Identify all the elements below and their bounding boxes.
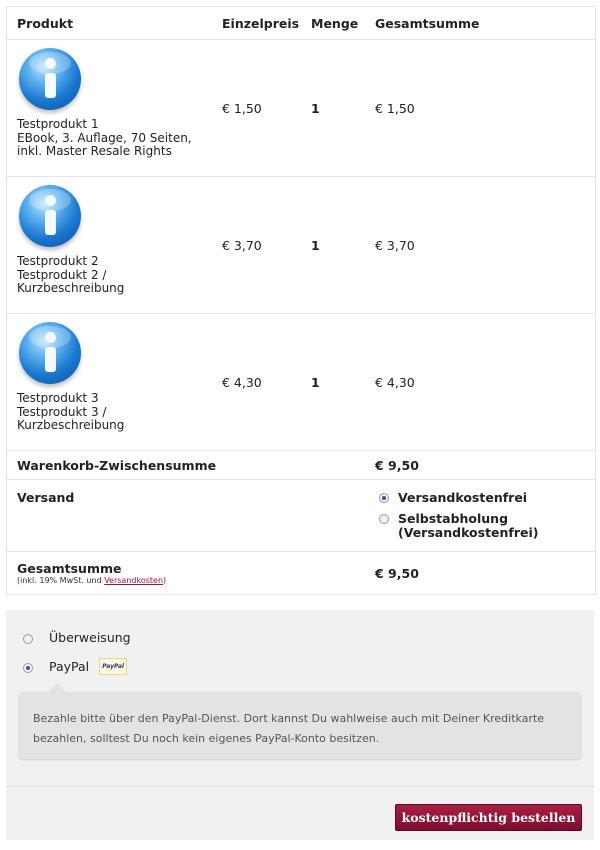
info-icon[interactable] — [19, 322, 81, 384]
grand-total-row — [7, 552, 595, 594]
info-box-arrow — [48, 683, 66, 692]
quantity: 1 — [311, 237, 320, 253]
product-desc-line: inkl. Master Resale Rights — [17, 144, 172, 158]
tax-note: (inkl. 19% MwSt. und Versandkosten) — [17, 576, 167, 585]
cart-item — [7, 314, 595, 451]
subtotal-label: Warenkorb-Zwischensumme — [17, 457, 217, 473]
unit-price: € 3,70 — [222, 237, 262, 253]
shipping-options — [375, 480, 539, 551]
product-desc-line: Kurzbeschreibung — [17, 418, 125, 432]
shipping-label: Versand — [17, 490, 75, 505]
product-desc-line: EBook, 3. Auflage, 70 Seiten, — [17, 130, 192, 145]
radio-shipping-free[interactable] — [379, 493, 389, 503]
product-cell — [7, 177, 222, 296]
shipping-option-pickup[interactable] — [375, 512, 539, 540]
shipping-option-label[interactable]: Versandkostenfrei — [398, 490, 528, 505]
header-quantity: Menge — [311, 15, 359, 31]
grand-total-label: Gesamtsumme — [17, 561, 122, 576]
product-description — [17, 255, 222, 296]
line-total: € 3,70 — [375, 237, 415, 253]
product-cell — [7, 40, 222, 159]
payment-section — [6, 610, 594, 840]
order-button[interactable]: kostenpflichtig bestellen — [395, 804, 582, 831]
cart-table — [6, 6, 596, 595]
payment-option-paypal[interactable] — [19, 658, 127, 675]
line-total: € 1,50 — [375, 100, 415, 116]
cart-header — [7, 7, 595, 40]
cart-item — [7, 40, 595, 177]
line-total: € 4,30 — [375, 374, 415, 390]
product-desc-line: Testprodukt 2 / — [17, 267, 107, 282]
payment-option-label[interactable]: Überweisung — [49, 630, 131, 645]
product-name[interactable]: Testprodukt 2 — [17, 254, 99, 268]
quantity: 1 — [311, 374, 320, 390]
grand-total-label-cell — [7, 561, 375, 585]
info-icon[interactable] — [19, 48, 81, 110]
radio-shipping-pickup[interactable] — [379, 514, 389, 524]
shipping-row — [7, 480, 595, 552]
radio-paypal[interactable] — [23, 663, 33, 673]
unit-price: € 4,30 — [222, 374, 262, 390]
product-desc-line: Kurzbeschreibung — [17, 281, 125, 295]
shipping-option-label[interactable]: Selbstabholung (Versandkostenfrei) — [398, 511, 539, 540]
product-name[interactable]: Testprodukt 1 — [17, 117, 99, 131]
payment-option-label[interactable]: PayPal — [49, 659, 90, 674]
paypal-logo-icon: PayPal — [99, 658, 127, 675]
shipping-option-free[interactable] — [375, 491, 539, 505]
header-total: Gesamtsumme — [375, 15, 480, 31]
subtotal-row — [7, 451, 595, 480]
info-icon[interactable] — [19, 185, 81, 247]
subtotal-value: € 9,50 — [375, 457, 419, 473]
grand-total-value: € 9,50 — [375, 565, 419, 581]
payment-option-transfer[interactable] — [19, 630, 131, 645]
header-unit-price: Einzelpreis — [222, 15, 300, 31]
divider — [6, 786, 594, 787]
product-desc-line: Testprodukt 3 / — [17, 404, 107, 419]
quantity: 1 — [311, 100, 320, 116]
paypal-info-box: Bezahle bitte über den PayPal-Dienst. Dort kannst Du wahlweise auch mit Deiner Kreditkarte bezahlen, solltest Du noch kein eigenes PayPal-Konto besitzen. — [19, 692, 581, 759]
product-description — [17, 392, 222, 433]
product-cell — [7, 314, 222, 433]
product-name[interactable]: Testprodukt 3 — [17, 391, 99, 405]
header-product: Produkt — [17, 15, 74, 31]
cart-item — [7, 177, 595, 314]
product-description — [17, 118, 222, 159]
radio-transfer[interactable] — [23, 634, 33, 644]
unit-price: € 1,50 — [222, 100, 262, 116]
shipping-costs-link[interactable]: Versandkosten — [104, 576, 164, 585]
